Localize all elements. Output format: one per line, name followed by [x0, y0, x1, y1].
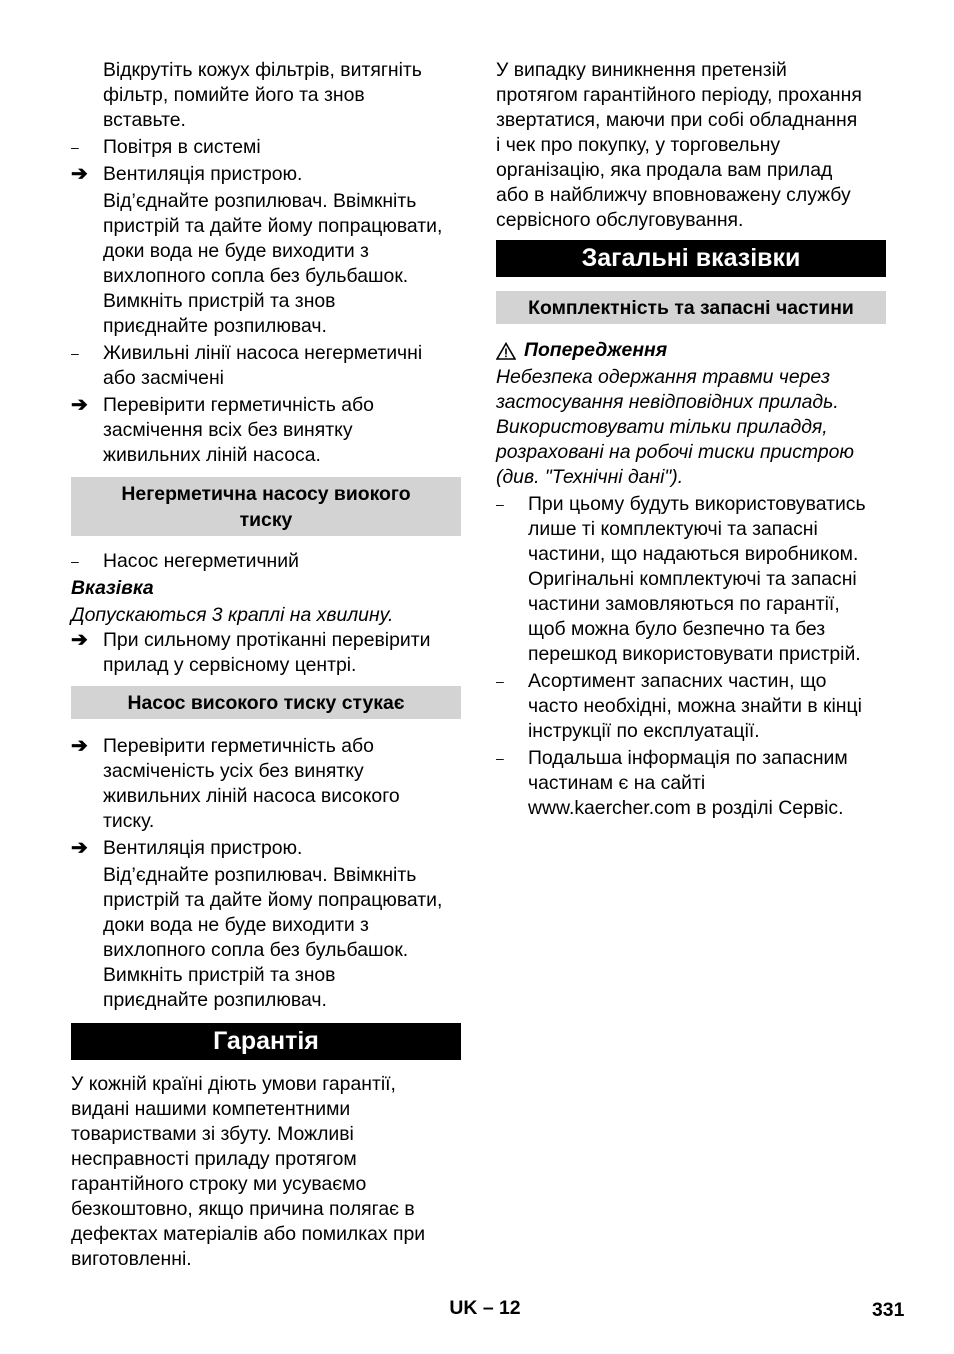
text-line: Вимкніть пристрій та знов	[103, 290, 336, 312]
text-line: доки вода не буде виходити з	[103, 914, 369, 936]
arrow-right-icon: ➔	[71, 837, 88, 859]
dash-marker: –	[71, 139, 79, 155]
claims-text	[496, 58, 886, 233]
text-line: (див. "Технічні дані").	[496, 466, 684, 488]
dash-marker: –	[496, 673, 504, 689]
text-line: Вентиляція пристрою.	[103, 837, 303, 859]
action-item-service-check	[71, 628, 461, 678]
heading-line: Насос високого тиску стукає	[127, 692, 405, 714]
text-line: застосування невідповідних приладь.	[496, 391, 839, 413]
action-item-check-lines	[71, 393, 461, 468]
arrow-right-icon: ➔	[71, 394, 88, 416]
text-line: і чек про покупку, у торговельну	[496, 134, 781, 156]
section-heading-parts: Комплектність та запасні частини	[496, 291, 886, 324]
note-title: Вказівка	[71, 577, 154, 599]
text-line: організацію, яка продала вам прилад	[496, 159, 833, 181]
text-line: частини замовляються по гарантії,	[528, 593, 840, 615]
action-item-ventilation	[71, 162, 461, 187]
warning-text	[496, 365, 886, 490]
text-line: приєднайте розпилювач.	[103, 989, 327, 1011]
text-line: несправності приладу протягом	[71, 1148, 357, 1170]
right-column	[496, 58, 886, 821]
text-line: засмічення всіх без винятку	[103, 419, 353, 441]
text-line: При цьому будуть використовуватись	[528, 493, 866, 515]
list-item-supply-lines	[71, 341, 461, 391]
list-item-original-parts	[496, 492, 886, 667]
guarantee-text	[71, 1072, 461, 1272]
text-line: фільтр, помийте його та знов	[103, 84, 365, 106]
warning-title: Попередження	[524, 339, 668, 361]
text-line: виготовленні.	[71, 1248, 192, 1270]
text-line: Перевірити герметичність або	[103, 735, 374, 757]
list-item-air-in-system	[71, 135, 461, 160]
action-item-ventilation-2	[71, 836, 461, 861]
dash-marker: –	[496, 750, 504, 766]
section-heading-general-notes: Загальні вказівки	[496, 240, 886, 277]
page-number: 331	[872, 1299, 905, 1321]
text-line: Небезпека одержання травми через	[496, 366, 830, 388]
text-line: перешкод використовувати пристрій.	[528, 643, 861, 665]
text-line: Повітря в системі	[103, 136, 261, 158]
left-column	[71, 58, 461, 1272]
text-line: інструкції по експлуатації.	[528, 720, 760, 742]
list-item-more-info	[496, 746, 886, 821]
dash-marker: –	[71, 553, 79, 569]
text-line: Оригінальні комплектуючі та запасні	[528, 568, 857, 590]
arrow-right-icon: ➔	[71, 629, 88, 651]
heading-line: тиску	[239, 509, 293, 531]
ventilation-instructions-2	[71, 863, 461, 1013]
list-item-pump-leaking	[71, 549, 461, 574]
ventilation-instructions	[71, 189, 461, 339]
text-line: часто необхідні, можна знайти в кінці	[528, 695, 862, 717]
text-line: Асортимент запасних частин, що	[528, 670, 827, 692]
dash-marker: –	[496, 496, 504, 512]
text-line: Живильні лінії насоса негерметичні	[103, 342, 423, 364]
text-line: доки вода не буде виходити з	[103, 240, 369, 262]
text-line: www.kaercher.com в розділі Сервіс.	[528, 797, 844, 819]
text-line: вихлопного сопла без бульбашок.	[103, 939, 409, 961]
text-line: товариствами зі збуту. Можливі	[71, 1123, 354, 1145]
text-line: У випадку виникнення претензій	[496, 59, 787, 81]
text-line: Насос негерметичний	[103, 550, 299, 572]
warning-heading	[496, 338, 886, 363]
text-line: вихлопного сопла без бульбашок.	[103, 265, 409, 287]
text-line: У кожній країні діють умови гарантії,	[71, 1073, 396, 1095]
arrow-right-icon: ➔	[71, 735, 88, 757]
filter-instructions	[71, 58, 461, 133]
text-line: Вимкніть пристрій та знов	[103, 964, 336, 986]
text-line: Вентиляція пристрою.	[103, 163, 303, 185]
list-item-parts-range	[496, 669, 886, 744]
text-line: частинам є на сайті	[528, 772, 706, 794]
text-line: живильних ліній насоса.	[103, 444, 321, 466]
text-line: При сильному протіканні перевірити	[103, 629, 431, 651]
text-line: або засмічені	[103, 367, 224, 389]
text-line: Використовувати тільки приладдя,	[496, 416, 828, 438]
text-line: засміченість усіх без винятку	[103, 760, 364, 782]
footer-section-label: UK – 12	[449, 1297, 521, 1319]
section-heading-leaking-pump	[71, 477, 461, 536]
text-line: пристрій та дайте йому попрацювати,	[103, 889, 443, 911]
text-line: Відкрутіть кожух фільтрів, витягніть	[103, 59, 422, 81]
text-line: дефектах матеріалів або помилках при	[71, 1223, 426, 1245]
text-line: розраховані на робочі тиски пристрою	[496, 441, 854, 463]
text-line: або в найближчу вповноважену службу	[496, 184, 851, 206]
text-line: приєднайте розпилювач.	[103, 315, 327, 337]
text-line: протягом гарантійного періоду, прохання	[496, 84, 862, 106]
text-line: пристрій та дайте йому попрацювати,	[103, 215, 443, 237]
section-heading-guarantee: Гарантія	[71, 1023, 461, 1060]
text-line: видані нашими компетентними	[71, 1098, 351, 1120]
dash-marker: –	[71, 345, 79, 361]
arrow-right-icon: ➔	[71, 163, 88, 185]
text-line: тиску.	[103, 810, 155, 832]
action-item-check-hp-lines	[71, 734, 461, 834]
text-line: живильних ліній насоса високого	[103, 785, 400, 807]
text-line: гарантійного строку ми усуваємо	[71, 1173, 367, 1195]
text-line: лише ті комплектуючі та запасні	[528, 518, 818, 540]
text-line: частини, що надаються виробником.	[528, 543, 859, 565]
text-line: щоб можна було безпечно та без	[528, 618, 826, 640]
note-text: Допускаються 3 краплі на хвилину.	[71, 604, 394, 626]
section-heading-pump-knocking	[71, 686, 461, 719]
text-line: вставьте.	[103, 109, 186, 131]
text-line: Від’єднайте розпилювач. Ввімкніть	[103, 864, 417, 886]
heading-line: Негерметична насосу виокого	[121, 483, 411, 505]
text-line: сервісного обслуговування.	[496, 209, 744, 231]
text-line: Перевірити герметичність або	[103, 394, 374, 416]
warning-triangle-icon	[496, 342, 516, 360]
text-line: Від’єднайте розпилювач. Ввімкніть	[103, 190, 417, 212]
text-line: прилад у сервісному центрі.	[103, 654, 357, 676]
text-line: звертатися, маючи при собі обладнання	[496, 109, 858, 131]
text-line: Подальша інформація по запасним	[528, 747, 848, 769]
text-line: безкоштовно, якщо причина полягає в	[71, 1198, 415, 1220]
